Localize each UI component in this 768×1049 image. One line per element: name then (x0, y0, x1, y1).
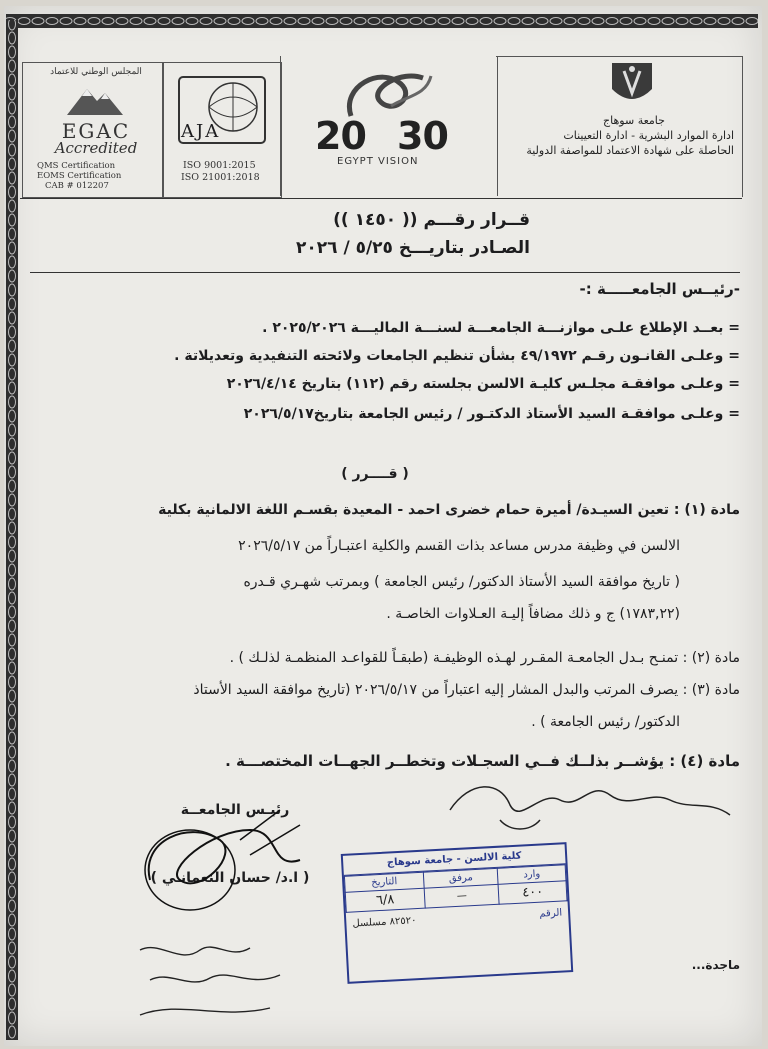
egac-accredited: Accredited (54, 139, 138, 157)
decision-date: الصـادر بتاريـــخ ٥/٢٥ / ٢٠٢٦ (296, 238, 530, 258)
decision-number: قــرار رقـــم (( ١٤٥٠ )) (333, 210, 530, 230)
university-name: جامعة سوهاج (603, 114, 665, 127)
stamp-col-attachment: مرفق (423, 868, 498, 888)
article-1-line-4: (١٧٨٣,٢٢) ج و ذلك مضافاً إليـة العـلاوات الخاصـة . (386, 606, 680, 622)
vision-year-20: 20 (315, 114, 366, 158)
university-dept-line: ادارة الموارد البشرية - ادارة التعيينات (563, 129, 734, 142)
stamp-number-label: الرقم (539, 907, 563, 920)
vision-year-30: 30 (397, 114, 448, 158)
university-accreditation-line: الحاصلة على شهادة الاعتماد للمواصفة الدولية (526, 144, 734, 157)
aja-logo-box (162, 62, 282, 198)
article-1-line-1: مادة (١) : تعين السيـدة/ أميرة حمام خضرى احمد - المعيدة بقسـم اللغة الالمانية بكلية (158, 502, 740, 518)
university-header-box (496, 56, 743, 197)
aja-iso-1: ISO 9001:2015 (183, 160, 256, 171)
stamp-val-attachment: — (424, 884, 499, 908)
egac-cert-1: QMS Certification (37, 161, 116, 171)
article-3-line-1: مادة (٣) : يصرف المرتب والبدل المشار إليه اعتباراً من ٢٠٢٦/٥/١٧ (تاريخ موافقة السيد الأستاذ (193, 682, 740, 698)
recital-faculty-council: = وعلـى موافقـة مجلـس كليـة الالسن بجلسته رقم (١١٢) بتاريخ ٢٠٢٦/٤/١٤ (226, 376, 740, 392)
handwritten-note (120, 920, 320, 1030)
article-2: مادة (٢) : تمنـح بـدل الجامعـة المقـرر لهـذه الوظيفـة (طبقـاً للقواعـد المنظمـة لذلـك ) . (229, 650, 740, 666)
signature-title: رئيـس الجامعــة (180, 802, 290, 818)
stamp-header: كلية الالسن - جامعة سوهاج (343, 844, 566, 876)
article-3-line-2: الدكتور/ رئيس الجامعة ) . (531, 714, 680, 730)
vision-label: EGYPT VISION (337, 156, 419, 167)
egac-logo-box (22, 62, 164, 198)
recital-president-approval: = وعلـى موافقـة السيد الأستاذ الدكتـور / رئيس الجامعة بتاريخ٢٠٢٦/٥/١٧ (243, 406, 740, 422)
stamp-val-incoming: ٤٠٠ (498, 881, 567, 905)
top-border-ornament (6, 14, 758, 28)
article-1-line-3: ( تاريخ موافقة السيد الأستاذ الدكتور/ رئيس الجامعة ) وبمرتب شهـري قـدره (243, 574, 680, 590)
handwritten-initials (440, 770, 740, 840)
addressee: -رئيــس الجامعـــــة :- (579, 280, 740, 298)
aja-iso-2: ISO 21001:2018 (181, 172, 260, 183)
egac-name: EGAC (61, 119, 131, 143)
egac-arabic-arc: المجلس الوطني للاعتماد (50, 67, 142, 77)
title-divider (30, 272, 740, 273)
article-1-line-2: الالسن في وظيفة مدرس مساعد بذات القسم والكلية اعتبـاراً من ٢٠٢٦/٥/١٧ (238, 538, 680, 554)
stamp-col-incoming: وارد (498, 865, 566, 885)
stamp-val-date: ٦/٨ (345, 888, 425, 912)
egypt-vision-logo-box (280, 56, 498, 196)
sohag-university-logo-icon (608, 59, 656, 111)
egac-cert-2: EOMS Certification (37, 171, 122, 181)
stamp-col-date: التاريخ (344, 872, 424, 892)
signature-name: ( ا.د/ حسان النعمانـي ) (150, 870, 310, 886)
stamp-serial: ٨٢٥٢٠ مسلسل (352, 915, 417, 930)
decides-heading: ( قــــرر ) (341, 466, 409, 482)
aja-name: AJA (181, 121, 221, 142)
prepared-by: ماجدة... (691, 958, 740, 972)
recital-budget: = بعــد الإطلاع علـى موازنـــة الجامعـــة لسنـــة الماليـــة ٢٠٢٥/٢٠٢٦ . (262, 320, 740, 336)
left-border-ornament (6, 20, 18, 1040)
president-signature (130, 800, 330, 920)
mountain-icon (65, 81, 125, 117)
header-divider (20, 198, 742, 199)
article-4: مادة (٤) : يؤشــر بذلــك فــي السجـلات وتخطــر الجهــات المختصـــة . (225, 752, 740, 770)
egac-cab-number: CAB # 012207 (45, 181, 109, 191)
recital-law: = وعلـى القانـون رقـم ٤٩/١٩٧٢ بشأن تنظيم الجامعات ولائحته التنفيدية وتعديلاتة . (174, 348, 740, 364)
incoming-registry-stamp (341, 842, 573, 984)
